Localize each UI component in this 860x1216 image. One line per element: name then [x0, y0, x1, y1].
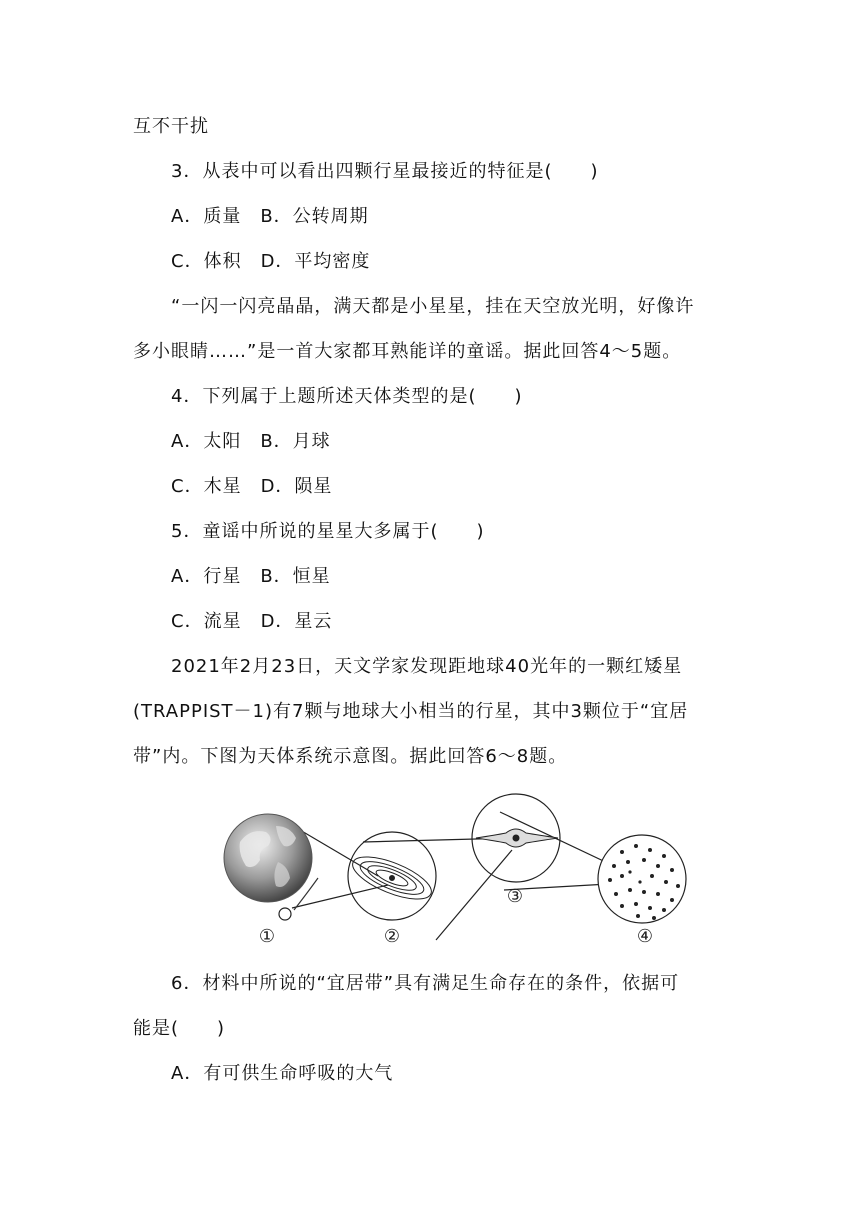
q5-options-cd: C．流星 D．星云 [171, 611, 333, 632]
observable-universe [598, 835, 686, 923]
passage-trappist-3: 带”内。下图为天体系统示意图。据此回答6～8题。 [133, 746, 568, 767]
label-3: ③ [506, 886, 524, 907]
milky-way-galaxy [472, 794, 560, 882]
q5-options-ab: A．行星 B．恒星 [171, 566, 331, 587]
celestial-system-diagram [218, 790, 690, 950]
label-1: ① [258, 926, 276, 947]
line-0: 互不干扰 [133, 116, 209, 137]
passage-rhyme-1: “一闪一闪亮晶晶，满天都是小星星，挂在天空放光明，好像许 [171, 296, 695, 317]
question-6-line-1: 6．材料中所说的“宜居带”具有满足生命存在的条件，依据可 [171, 973, 680, 994]
question-4: 4．下列属于上题所述天体类型的是( ) [171, 386, 523, 407]
label-4: ④ [636, 926, 654, 947]
question-3: 3．从表中可以看出四颗行星最接近的特征是( ) [171, 161, 599, 182]
q3-options-ab: A．质量 B．公转周期 [171, 206, 369, 227]
q4-options-ab: A．太阳 B．月球 [171, 431, 331, 452]
q6-option-a: A．有可供生命呼吸的大气 [171, 1063, 394, 1084]
passage-rhyme-2: 多小眼睛……”是一首大家都耳熟能详的童谣。据此回答4～5题。 [133, 341, 682, 362]
question-6-line-2: 能是( ) [133, 1018, 226, 1039]
q4-options-cd: C．木星 D．陨星 [171, 476, 333, 497]
question-5: 5．童谣中所说的星星大多属于( ) [171, 521, 485, 542]
earth-moon-system [224, 814, 318, 920]
passage-trappist-1: 2021年2月23日，天文学家发现距地球40光年的一颗红矮星 [171, 656, 683, 677]
q3-options-cd: C．体积 D．平均密度 [171, 251, 371, 272]
passage-trappist-2: (TRAPPIST－1)有7颗与地球大小相当的行星，其中3颗位于“宜居 [133, 701, 689, 722]
solar-system [347, 832, 436, 920]
label-2: ② [383, 926, 401, 947]
